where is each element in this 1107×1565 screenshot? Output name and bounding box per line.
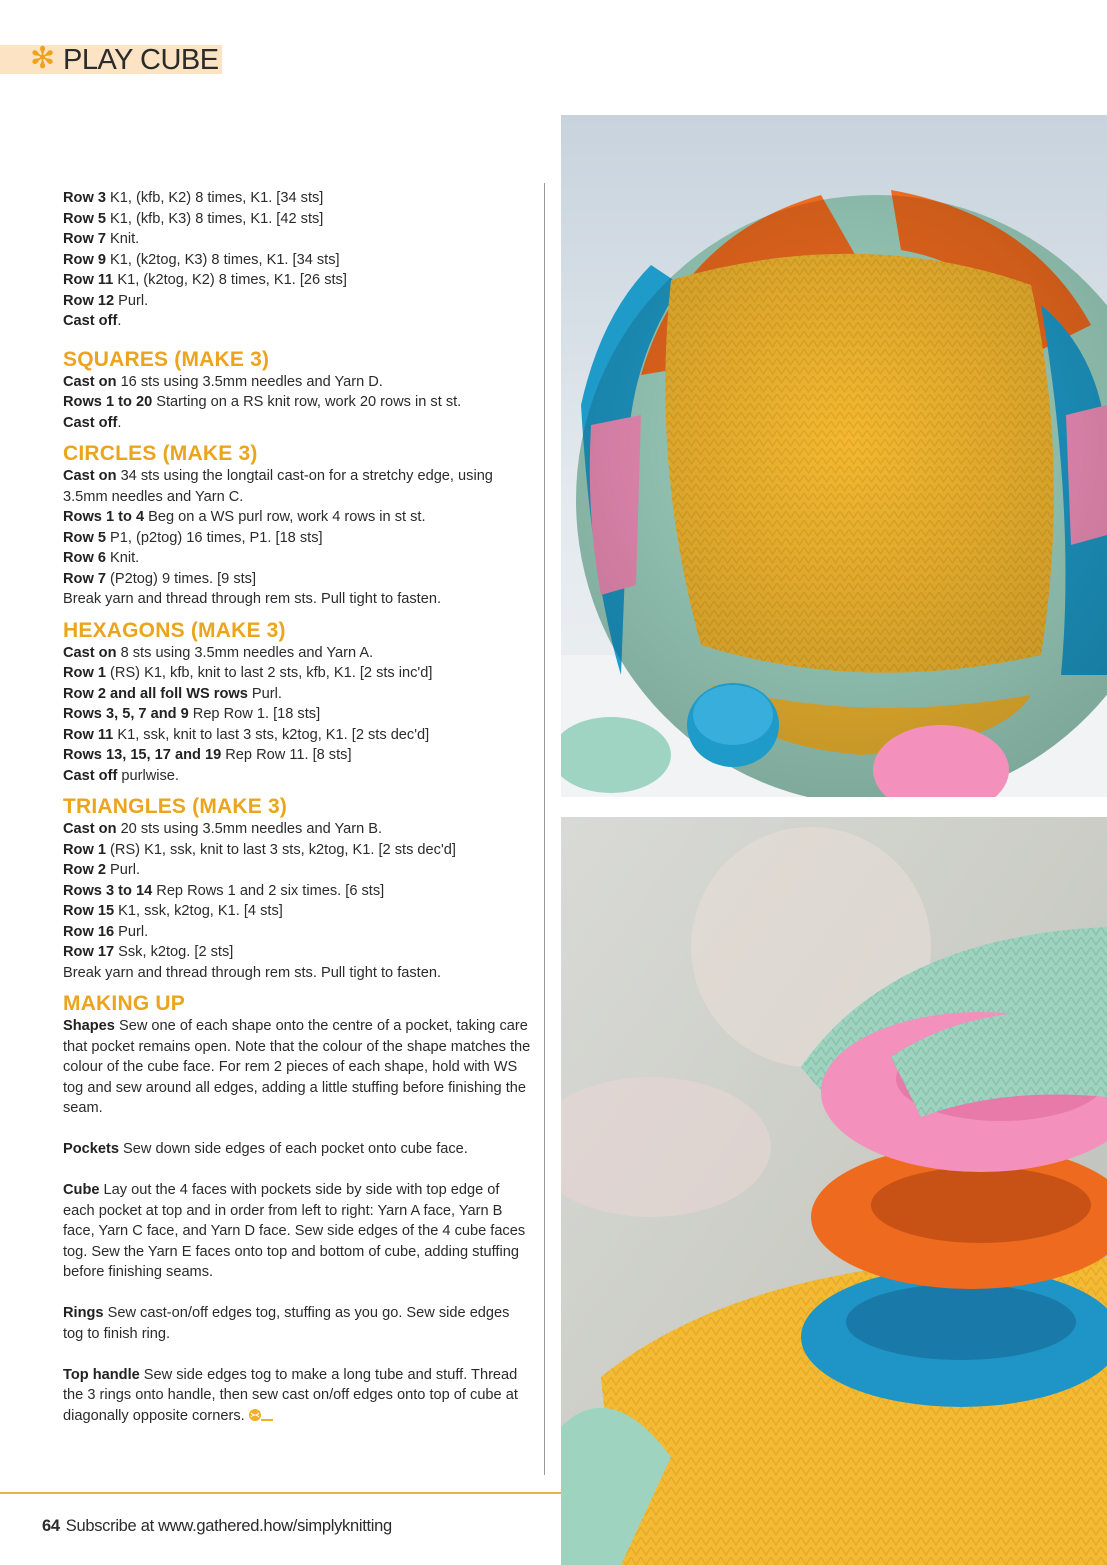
photo-play-cube bbox=[561, 115, 1107, 797]
row-line: Row 6 Knit. bbox=[63, 550, 140, 566]
row-line: Cast on 34 sts using the longtail cast-on for a stretchy edge, using 3.5mm needles and Yarn C. bbox=[63, 468, 493, 505]
row-line: Row 5 P1, (p2tog) 16 times, P1. [18 sts] bbox=[63, 529, 323, 546]
row-line: Row 1 (RS) K1, ssk, knit to last 3 sts, k2tog, K1. [2 sts dec'd] bbox=[63, 841, 456, 858]
flower-icon: ✻ bbox=[30, 42, 56, 75]
subscribe-link[interactable]: Subscribe at www.gathered.how/simplyknitting bbox=[65, 1517, 392, 1535]
row-line: Row 16 Purl. bbox=[63, 923, 149, 940]
row-line: Row 2 Purl. bbox=[63, 862, 141, 878]
paragraph: Shapes Sew one of each shape onto the centre of a pocket, taking care that pocket remains open. Note that the colour of the shape matches the colour of the cube face. For rem 2 pieces of each shape, hold with WS tog and sew around all edges, adding a little stuffing before finishing the seam. bbox=[63, 1018, 531, 1116]
paragraph: Rings Sew cast-on/off edges tog, stuffing as you go. Sew side edges tog to finish ring. bbox=[63, 1305, 510, 1342]
column-divider bbox=[544, 183, 545, 1475]
row-line: Row 7 Knit. bbox=[63, 231, 140, 247]
row-line: Cast off. bbox=[63, 313, 122, 329]
row-line: Cast on 16 sts using 3.5mm needles and Yarn D. bbox=[63, 373, 383, 390]
paragraph: Pockets Sew down side edges of each pocket onto cube face. bbox=[63, 1141, 468, 1157]
page-number: 64 bbox=[42, 1517, 60, 1535]
footer bbox=[42, 1517, 392, 1536]
row-line: Cast on 8 sts using 3.5mm needles and Yarn A. bbox=[63, 644, 374, 661]
row-line: Rows 3, 5, 7 and 9 Rep Row 1. [18 sts] bbox=[63, 706, 321, 722]
section-heading-circles: CIRCLES (MAKE 3) bbox=[63, 442, 258, 465]
row-line: Row 9 K1, (k2tog, K3) 8 times, K1. [34 sts] bbox=[63, 251, 340, 268]
row-line: Cast off purlwise. bbox=[63, 767, 179, 784]
row-line: Rows 1 to 20 Starting on a RS knit row, work 20 rows in st st. bbox=[63, 394, 462, 410]
section-heading-triangles: TRIANGLES (MAKE 3) bbox=[63, 795, 288, 818]
intro-rows bbox=[63, 188, 533, 332]
row-line: Row 11 K1, ssk, knit to last 3 sts, k2tog, K1. [2 sts dec'd] bbox=[63, 726, 430, 743]
paragraph: Top handle Sew side edges tog to make a long tube and stuff. Thread the 3 rings onto handle, then sew cast on/off edges onto top of cube at diagonally opposite corners. bbox=[63, 1365, 533, 1429]
paragraph: Cube Lay out the 4 faces with pockets side by side with top edge of each pocket at top and in order from left to right: Yarn A face, Yarn B face, Yarn C face, and Yarn D face. Sew side edges of the 4 cube faces tog. Sew the Yarn E faces onto top and bottom of cube, adding stuffing before finishing seams. bbox=[63, 1182, 526, 1280]
row-line: Rows 13, 15, 17 and 19 Rep Row 11. [8 sts] bbox=[63, 747, 352, 763]
row-line: Break yarn and thread through rem sts. Pull tight to fasten. bbox=[63, 964, 442, 981]
row-line: Row 2 and all foll WS rows Purl. bbox=[63, 685, 282, 702]
row-line: Cast off. bbox=[63, 414, 122, 431]
row-line: Row 17 Ssk, k2tog. [2 sts] bbox=[63, 944, 234, 960]
row-line: Rows 3 to 14 Rep Rows 1 and 2 six times. [6 sts] bbox=[63, 882, 385, 899]
row-line: Row 12 Purl. bbox=[63, 292, 149, 309]
pattern-text bbox=[63, 188, 533, 1428]
photo-rings-handle bbox=[561, 817, 1107, 1565]
page-title: PLAY CUBE bbox=[63, 44, 219, 76]
row-line: Cast on 20 sts using 3.5mm needles and Yarn B. bbox=[63, 821, 383, 837]
row-line: Row 3 K1, (kfb, K2) 8 times, K1. [34 sts] bbox=[63, 190, 324, 206]
footer-rule bbox=[0, 1492, 561, 1494]
row-line: Row 15 K1, ssk, k2tog, K1. [4 sts] bbox=[63, 903, 283, 919]
row-line: Rows 1 to 4 Beg on a WS purl row, work 4 rows in st st. bbox=[63, 509, 426, 525]
section-heading-squares: SQUARES (MAKE 3) bbox=[63, 347, 270, 371]
section-heading-hexagons: HEXAGONS (MAKE 3) bbox=[63, 618, 286, 642]
row-line: Row 7 (P2tog) 9 times. [9 sts] bbox=[63, 570, 257, 587]
row-line: Break yarn and thread through rem sts. Pull tight to fasten. bbox=[63, 591, 442, 607]
row-line: Row 5 K1, (kfb, K3) 8 times, K1. [42 sts] bbox=[63, 210, 324, 227]
section-heading-making-up: MAKING UP bbox=[63, 992, 185, 1015]
row-line: Row 1 (RS) K1, kfb, knit to last 2 sts, kfb, K1. [2 sts inc'd] bbox=[63, 665, 433, 681]
row-line: Row 11 K1, (k2tog, K2) 8 times, K1. [26 sts] bbox=[63, 272, 347, 288]
yarn-ball-icon bbox=[249, 1408, 273, 1429]
